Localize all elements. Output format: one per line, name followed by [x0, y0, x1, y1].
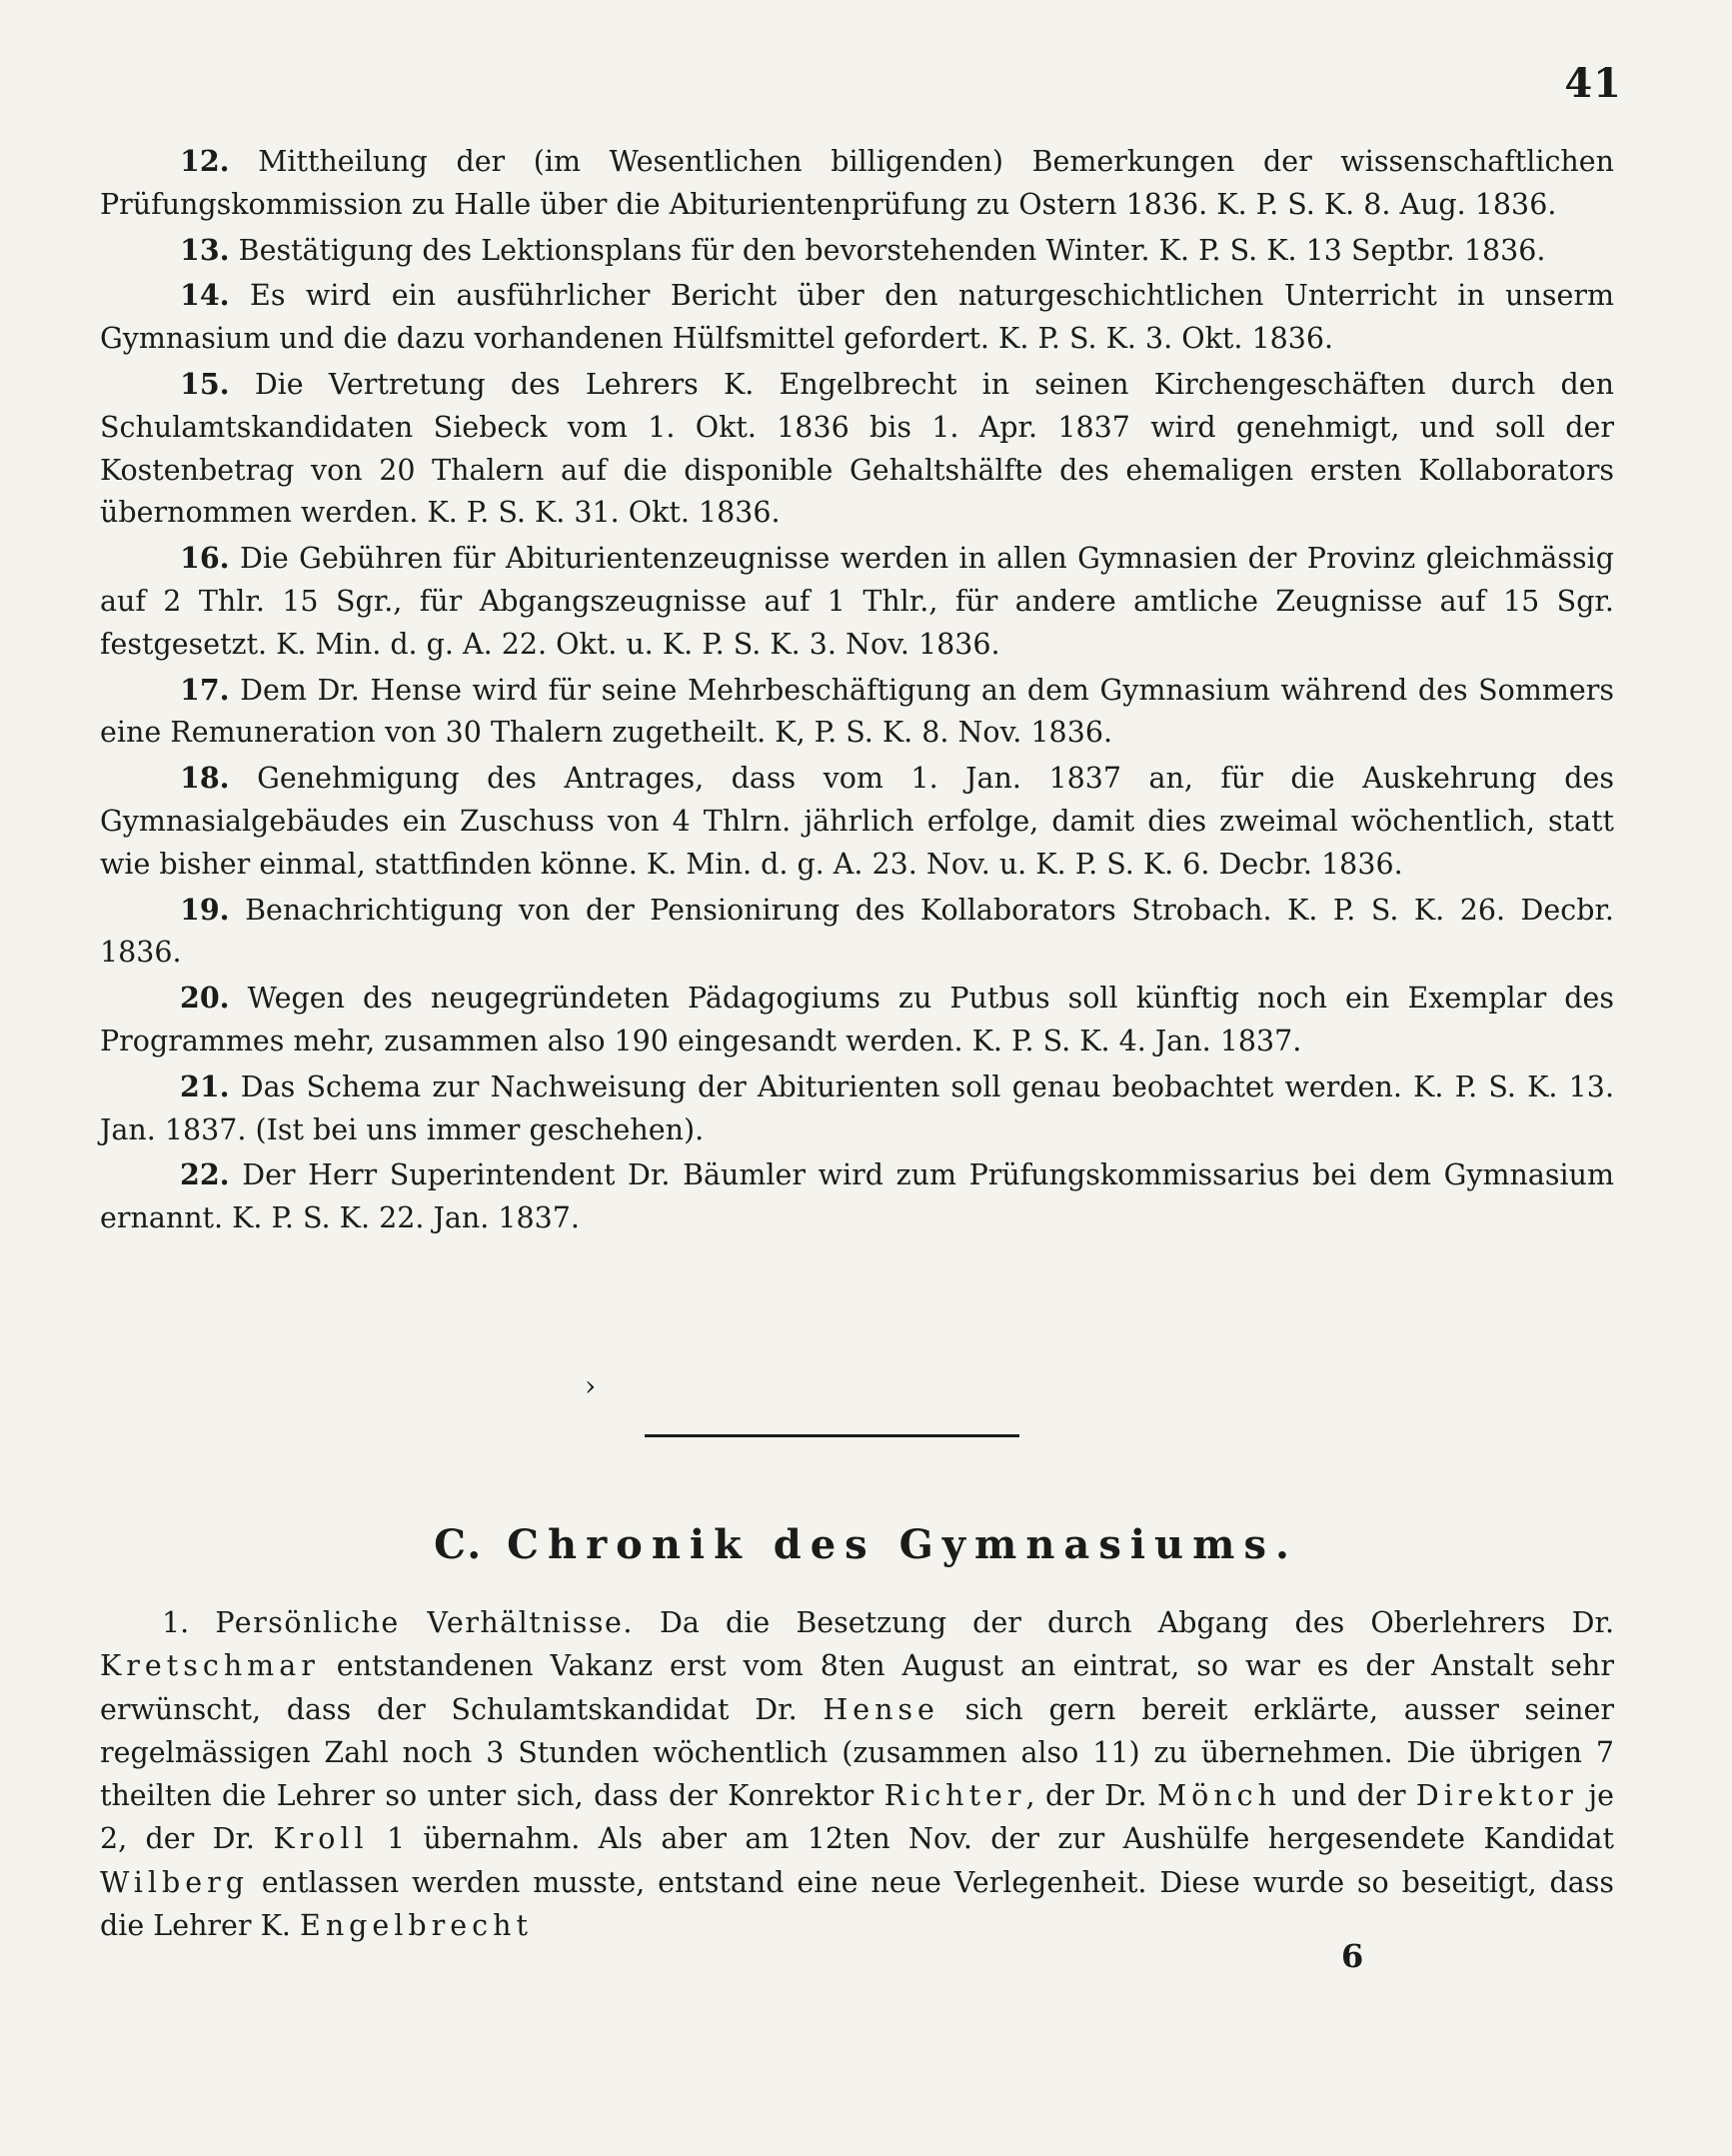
entry-text: Dem Dr. Hense wird für seine Mehrbeschäftigung an dem Gymnasium während des Sommers eine Remuneration von 30 Thalern zugetheilt. K, P. S. K. 8. Nov. 1836.	[100, 673, 1614, 750]
stray-mark: ›	[585, 1369, 597, 1402]
section-divider	[645, 1434, 1019, 1437]
section-heading	[0, 1521, 1732, 1568]
entry-number: 20.	[180, 981, 230, 1016]
paragraph	[100, 1601, 1614, 1947]
entry-number: 17.	[180, 672, 230, 707]
person-name: Richter	[883, 1779, 1026, 1813]
list-item	[100, 140, 1614, 227]
entry-number: 13.	[180, 232, 230, 267]
list-item	[100, 757, 1614, 886]
list-item	[100, 1153, 1614, 1240]
subsection-number: 1.	[162, 1606, 190, 1639]
paragraph-text: Da die Besetzung der durch Abgang des Oberlehrers Dr.	[660, 1606, 1615, 1639]
section-title: Chronik des Gymnasiums.	[507, 1521, 1298, 1568]
entry-text: Es wird ein ausführlicher Bericht über den naturgeschichtlichen Unterricht in unserm Gymnasium und die dazu vorhandenen Hülfsmittel gefordert. K. P. S. K. 3. Okt. 1836.	[100, 279, 1615, 356]
entry-number: 21.	[180, 1069, 230, 1103]
entry-text: Der Herr Superintendent Dr. Bäumler wird zum Prüfungskommissarius bei dem Gymnasium ernannt. K. P. S. K. 22. Jan. 1837.	[100, 1158, 1615, 1235]
paragraph-text: und der	[1280, 1779, 1416, 1813]
paragraph-text: , der Dr.	[1025, 1779, 1157, 1813]
person-name: Kretschmar	[100, 1649, 320, 1683]
decree-list	[100, 140, 1614, 1242]
list-item	[100, 977, 1614, 1064]
person-name: Kroll	[273, 1822, 369, 1856]
entry-number: 16.	[180, 541, 230, 576]
person-name: Direktor	[1415, 1779, 1578, 1813]
paragraph-text: 1 übernahm. Als aber am 12ten Nov. der zur Aushülfe hergesendete Kandidat	[368, 1822, 1615, 1856]
paragraph-text: entstandenen Vakanz erst vom 8ten August an eintrat, so war es der Anstalt sehr erwünscht, dass der Schulamtskandidat Dr.	[100, 1649, 1614, 1726]
section-letter: C.	[434, 1521, 484, 1568]
entry-text: Benachrichtigung von der Pensionirung des Kollaborators Strobach. K. P. S. K. 26. Decbr. 1836.	[100, 893, 1614, 970]
entry-text: Die Vertretung des Lehrers K. Engelbrecht in seinen Kirchengeschäften durch den Schulamtskandidaten Siebeck vom 1. Okt. 1836 bis 1. Apr. 1837 wird genehmigt, und soll der Kostenbetrag von 20 Thalern auf die disponible Gehaltshälfte des ehemaligen ersten Kollaborators übernommen werden. K. P. S. K. 31. Okt. 1836.	[100, 367, 1614, 530]
list-item	[100, 274, 1614, 361]
entry-text: Genehmigung des Antrages, dass vom 1. Jan. 1837 an, für die Auskehrung des Gymnasialgebäudes ein Zuschuss von 4 Thlrn. jährlich erfolge, damit dies zweimal wöchentlich, statt wie bisher einmal, stattfinden könne. K. Min. d. g. A. 23. Nov. u. K. P. S. K. 6. Decbr. 1836.	[100, 762, 1614, 881]
person-name: Engelbrecht	[300, 1909, 533, 1943]
entry-text: Wegen des neugegründeten Pädagogiums zu Putbus soll künftig noch ein Exemplar des Programmes mehr, zusammen also 190 eingesandt werden. K. P. S. K. 4. Jan. 1837.	[100, 982, 1614, 1058]
entry-number: 18.	[180, 761, 230, 796]
page-number: 41	[1564, 60, 1622, 107]
subsection-heading: Persönliche Verhältnisse.	[215, 1606, 634, 1639]
list-item	[100, 363, 1614, 535]
person-name: Hense	[823, 1692, 939, 1726]
list-item	[100, 889, 1614, 976]
person-name: Wilberg	[100, 1865, 249, 1899]
signature-mark: 6	[1341, 1937, 1364, 1975]
paragraph-text: entlassen werden musste, entstand eine neue Verlegenheit. Diese wurde so beseitigt, dass die Lehrer K.	[100, 1865, 1614, 1943]
chronik-paragraph	[100, 1601, 1614, 1947]
entry-number: 14.	[180, 278, 230, 313]
entry-text: Bestätigung des Lektionsplans für den bevorstehenden Winter. K. P. S. K. 13 Septbr. 1836.	[238, 233, 1546, 267]
paragraph-text: sich gern bereit erklärte, ausser seiner regelmässigen Zahl noch 3 Stunden wöchentlich (zusammen also 11) zu übernehmen. Die übrigen 7 theilten die Lehrer so unter sich, dass der Konrektor	[100, 1692, 1614, 1813]
entry-text: Das Schema zur Nachweisung der Abiturienten soll genau beobachtet werden. K. P. S. K. 13. Jan. 1837. (Ist bei uns immer geschehen).	[100, 1070, 1614, 1146]
entry-text: Mittheilung der (im Wesentlichen billigenden) Bemerkungen der wissenschaftlichen Prüfungskommission zu Halle über die Abiturientenprüfung zu Ostern 1836. K. P. S. K. 8. Aug. 1836.	[100, 145, 1614, 221]
entry-number: 12.	[180, 144, 230, 178]
list-item	[100, 537, 1614, 666]
person-name: Mönch	[1156, 1779, 1281, 1813]
list-item	[100, 669, 1614, 756]
list-item	[100, 1066, 1614, 1152]
entry-number: 19.	[180, 892, 230, 927]
list-item	[100, 229, 1614, 273]
paragraph-text: je 2, der Dr.	[100, 1779, 1614, 1856]
entry-number: 15.	[180, 366, 230, 401]
entry-text: Die Gebühren für Abiturientenzeugnisse werden in allen Gymnasien der Provinz gleichmässig auf 2 Thlr. 15 Sgr., für Abgangszeugnisse auf 1 Thlr., für andere amtliche Zeugnisse auf 15 Sgr. festgesetzt. K. Min. d. g. A. 22. Okt. u. K. P. S. K. 3. Nov. 1836.	[100, 542, 1614, 661]
entry-number: 22.	[180, 1157, 230, 1192]
